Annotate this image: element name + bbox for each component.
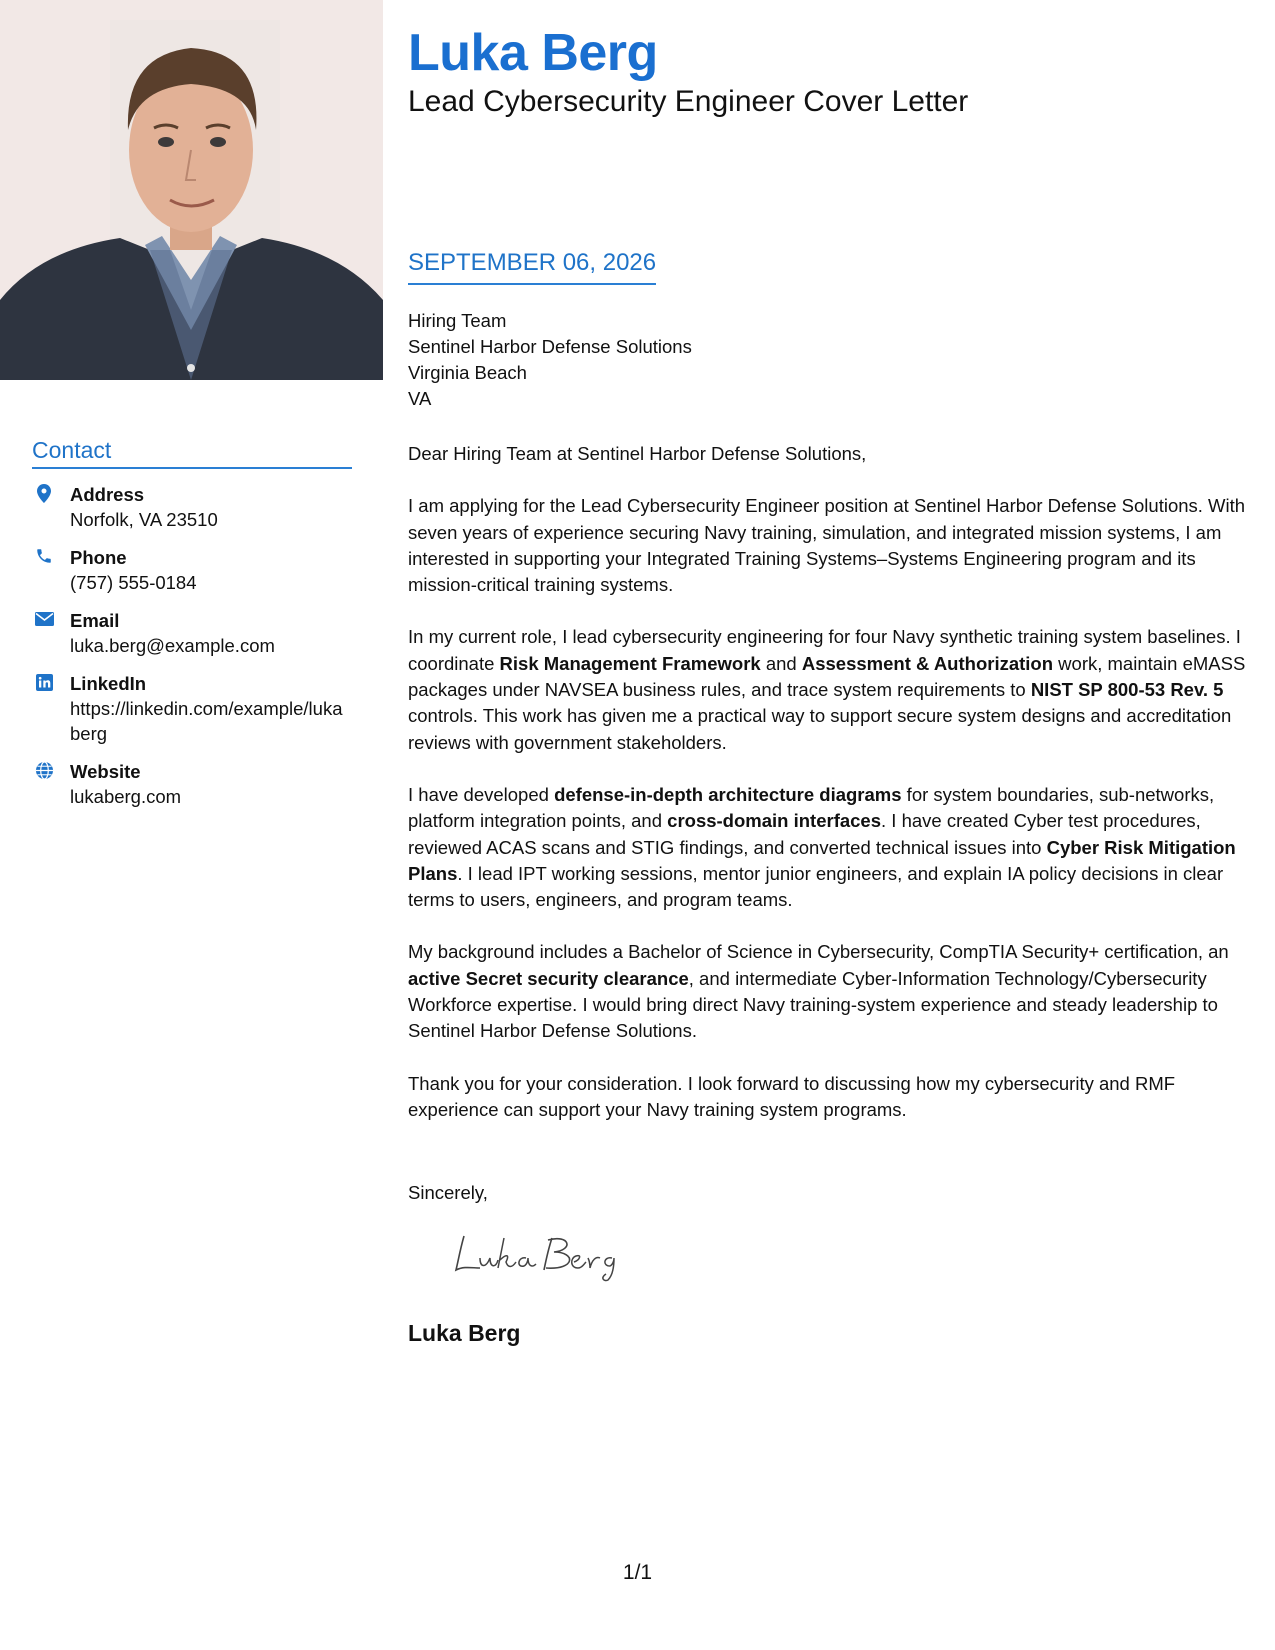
recipient-company: Sentinel Harbor Defense Solutions (408, 336, 692, 357)
email-label: Email (70, 610, 120, 631)
address-label: Address (70, 484, 145, 505)
phone-value[interactable]: (757) 555-0184 (70, 572, 197, 593)
phone-label: Phone (70, 547, 127, 568)
profile-photo (0, 0, 383, 380)
contact-item-address (32, 482, 352, 532)
paragraph-4: My background includes a Bachelor of Science in Cybersecurity, CompTIA Security+ certification, an active Secret security clearance, and intermediate Cyber-Information Technology/Cybersecurity Workforce expertise. I would bring direct Navy training-system experience and steady leadership to Sentinel Harbor Defense Solutions. (408, 941, 1229, 1042)
recipient-state: VA (408, 388, 432, 409)
paragraph-5: Thank you for your consideration. I look forward to discussing how my cybersecurity and RMF experience can support your Navy training system programs. (408, 1072, 1176, 1120)
contact-list (32, 482, 352, 809)
linkedin-icon (34, 672, 54, 692)
page-number: 1/1 (622, 1561, 653, 1584)
recipient-line: Hiring Team (408, 310, 507, 331)
greeting: Dear Hiring Team at Sentinel Harbor Defense Solutions, (408, 443, 867, 464)
recipient-block (408, 308, 692, 412)
contact-heading: Contact (32, 436, 352, 469)
email-value[interactable]: luka.berg@example.com (70, 635, 275, 656)
contact-item-website (32, 759, 352, 809)
globe-icon (34, 760, 54, 780)
paragraph-1: I am applying for the Lead Cybersecurity Engineer position at Sentinel Harbor Defense Solutions. With seven years of experience securing Navy training, simulation, and integrated mission systems, I am interested in supporting your Integrated Training Systems–Systems Engineering program and its mission-critical training systems. (408, 495, 1246, 596)
signer-name: Luka Berg (408, 1320, 521, 1346)
linkedin-label: LinkedIn (70, 673, 147, 694)
contact-item-phone (32, 545, 352, 595)
phone-icon (34, 546, 54, 566)
email-icon (34, 609, 54, 629)
contact-sidebar (32, 436, 352, 822)
applicant-name: Luka Berg (408, 24, 658, 82)
contact-item-email (32, 608, 352, 658)
paragraph-3: I have developed defense-in-depth architecture diagrams for system boundaries, sub-networks, platform integration points, and cross-domain interfaces. I have created Cyber test procedures, reviewed ACAS scans and STIG findings, and converted technical issues into Cyber Risk Mitigation Plans. I lead IPT working sessions, mentor junior engineers, and explain IA policy decisions in clear terms to users, engineers, and program teams. (408, 783, 1236, 911)
linkedin-value[interactable]: https://linkedin.com/example/lukaberg (70, 698, 343, 744)
letter-date: SEPTEMBER 06, 2026 (408, 248, 656, 285)
address-value: Norfolk, VA 23510 (70, 509, 218, 530)
letter-body (408, 441, 1246, 1149)
location-pin-icon (34, 483, 54, 503)
closing: Sincerely, (408, 1182, 488, 1203)
contact-item-linkedin (32, 671, 352, 746)
document-subtitle: Lead Cybersecurity Engineer Cover Letter (408, 85, 969, 118)
handwritten-signature (450, 1224, 630, 1284)
recipient-city: Virginia Beach (408, 362, 527, 383)
website-value[interactable]: lukaberg.com (70, 786, 182, 807)
website-label: Website (70, 761, 141, 782)
paragraph-2: In my current role, I lead cybersecurity engineering for four Navy synthetic training system baselines. I coordinate Risk Management Framework and Assessment & Authorization work, maintain eMASS packages under NAVSEA business rules, and trace system requirements to NIST SP 800-53 Rev. 5 controls. This work has given me a practical way to support secure system designs and accreditation reviews with government stakeholders. (408, 626, 1246, 753)
